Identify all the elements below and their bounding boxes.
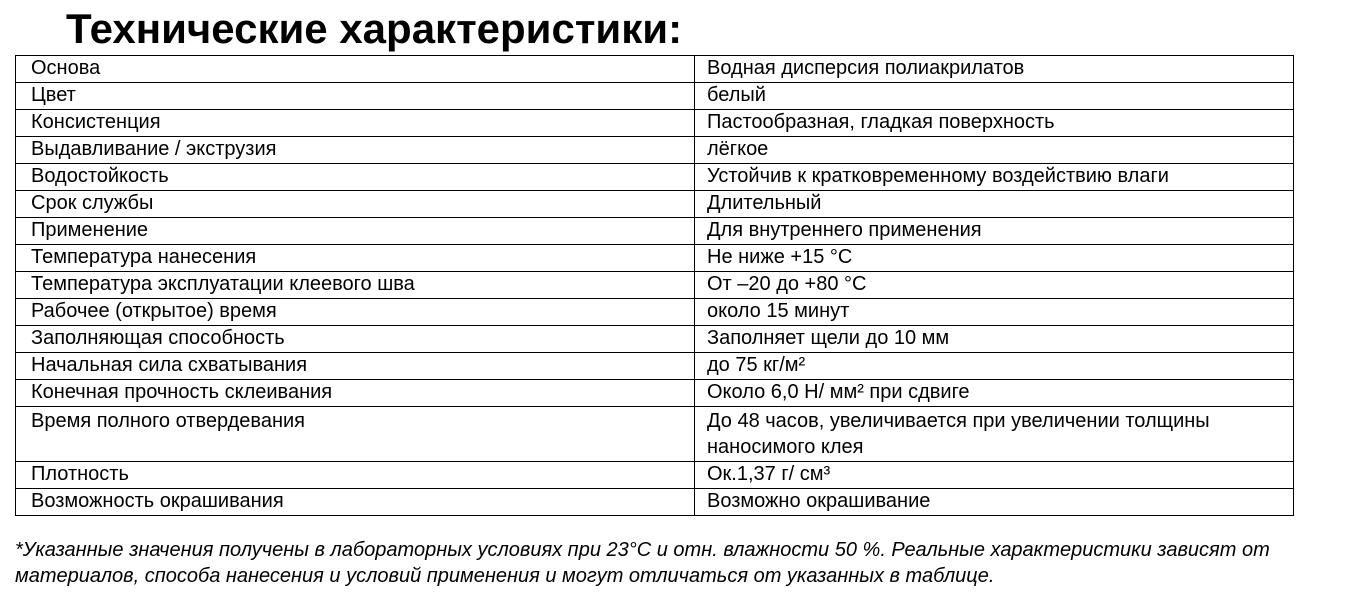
table-row (16, 272, 1294, 299)
table-row (16, 137, 1294, 164)
spec-value: до 75 кг/м² (695, 353, 1294, 380)
page-title: Технические характеристики: (66, 5, 683, 52)
table-row (16, 380, 1294, 407)
table-row (16, 407, 1294, 462)
spec-value: лёгкое (695, 137, 1294, 164)
table-row (16, 299, 1294, 326)
spec-label: Заполняющая способность (16, 326, 695, 353)
table-row (16, 462, 1294, 489)
spec-value: Не ниже +15 °С (695, 245, 1294, 272)
table-row (16, 326, 1294, 353)
spec-value: До 48 часов, увеличивается при увеличении толщины наносимого клея (695, 407, 1294, 462)
table-row (16, 218, 1294, 245)
table-row (16, 191, 1294, 218)
spec-value: Пастообразная, гладкая поверхность (695, 110, 1294, 137)
spec-value: Около 6,0 Н/ мм² при сдвиге (695, 380, 1294, 407)
spec-label: Температура нанесения (16, 245, 695, 272)
table-row (16, 110, 1294, 137)
spec-value: около 15 минут (695, 299, 1294, 326)
spec-label: Возможность окрашивания (16, 489, 695, 516)
spec-label: Выдавливание / экструзия (16, 137, 695, 164)
spec-label: Плотность (16, 462, 695, 489)
table-row (16, 245, 1294, 272)
spec-label: Конечная прочность склеивания (16, 380, 695, 407)
spec-label: Начальная сила схватывания (16, 353, 695, 380)
spec-value: белый (695, 83, 1294, 110)
spec-label: Цвет (16, 83, 695, 110)
spec-value: От –20 до +80 °С (695, 272, 1294, 299)
spec-label: Рабочее (открытое) время (16, 299, 695, 326)
spec-label: Применение (16, 218, 695, 245)
spec-label: Водостойкость (16, 164, 695, 191)
spec-value: Ок.1,37 г/ см³ (695, 462, 1294, 489)
table-row (16, 353, 1294, 380)
spec-label: Температура эксплуатации клеевого шва (16, 272, 695, 299)
table-row (16, 83, 1294, 110)
table-row (16, 489, 1294, 516)
spec-value: Заполняет щели до 10 мм (695, 326, 1294, 353)
spec-label: Срок службы (16, 191, 695, 218)
spec-value: Устойчив к кратковременному воздействию влаги (695, 164, 1294, 191)
footnote: *Указанные значения получены в лабораторных условиях при 23°С и отн. влажности 50 %. Реальные характеристики зависят от материалов, способа нанесения и условий применения и могут отличаться от указанных в таблице. (15, 539, 1270, 587)
spec-value: Водная дисперсия полиакрилатов (695, 56, 1294, 83)
spec-value: Возможно окрашивание (695, 489, 1294, 516)
spec-label: Консистенция (16, 110, 695, 137)
spec-label: Основа (16, 56, 695, 83)
table-row (16, 164, 1294, 191)
specifications-table (15, 55, 1294, 516)
spec-value: Для внутреннего применения (695, 218, 1294, 245)
spec-value: Длительный (695, 191, 1294, 218)
spec-label: Время полного отвердевания (16, 407, 695, 462)
table-row (16, 56, 1294, 83)
